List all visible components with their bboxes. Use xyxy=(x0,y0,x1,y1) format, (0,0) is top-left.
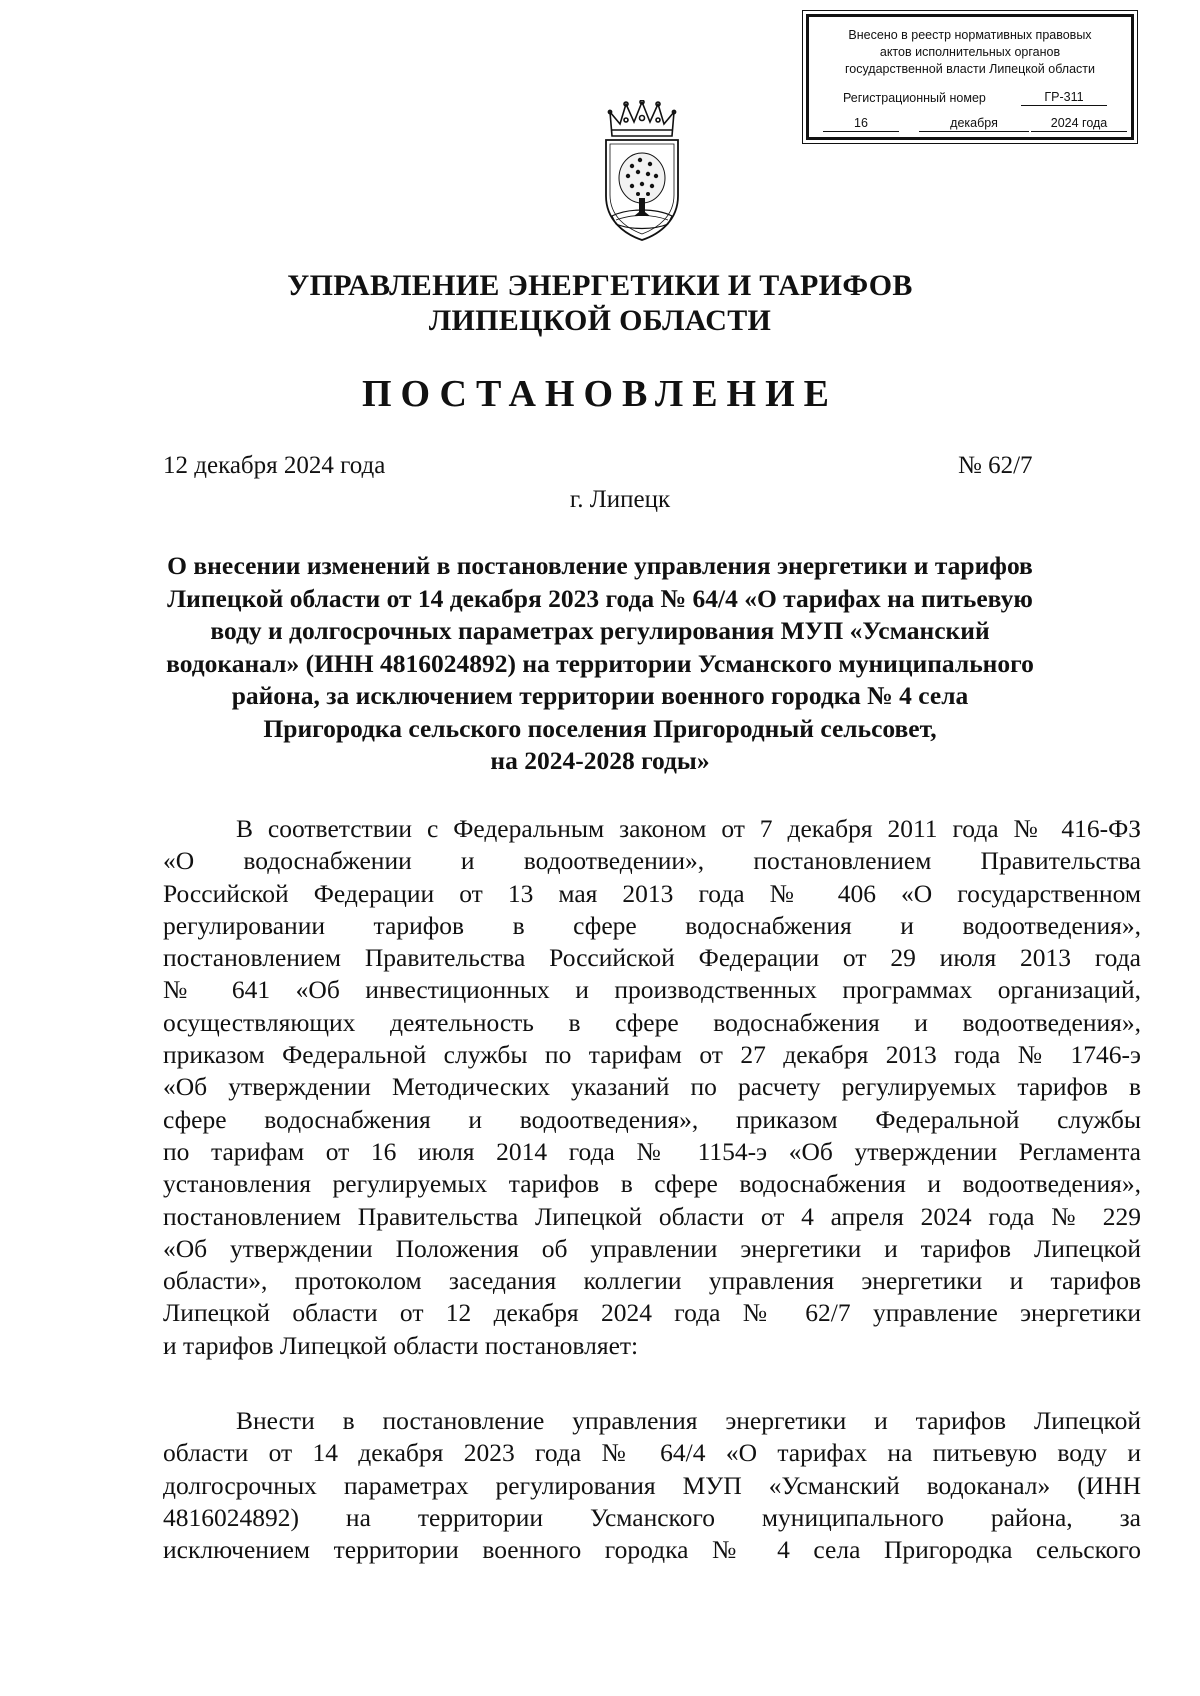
paragraph-line: постановлением Правительства Российской Федерации от 29 июля 2013 года xyxy=(163,943,1141,973)
paragraph-line: сфере водоснабжения и водоотведения», приказом Федеральной службы xyxy=(163,1104,1141,1134)
resolution-paragraph xyxy=(163,1405,1141,1566)
paragraph-line: «Об утверждении Положения об управлении энергетики и тарифов Липецкой xyxy=(163,1233,1141,1263)
paragraph-line: постановлением Правительства Липецкой области от 4 апреля 2024 года № 229 xyxy=(163,1201,1141,1231)
paragraph-line: области от 14 декабря 2023 года № 64/4 «О тарифах на питьевую воду и xyxy=(163,1438,1141,1468)
coat-of-arms-icon xyxy=(598,100,686,242)
paragraph-line: по тарифам от 16 июля 2014 года № 1154-э «Об утверждении Регламента xyxy=(163,1136,1141,1166)
paragraph-line: В соответствии с Федеральным законом от 7 декабря 2011 года № 416-ФЗ xyxy=(236,814,1141,843)
stamp-reg-label: Регистрационный номер xyxy=(843,91,986,105)
paragraph-line: № 641 «Об инвестиционных и производственных программах организаций, xyxy=(163,975,1141,1005)
document-number: № 62/7 xyxy=(958,452,1033,479)
document-title xyxy=(150,550,1050,778)
stamp-reg-number: ГР-311 xyxy=(1021,89,1107,106)
paragraph-line: исключением территории военного городка № 4 села Пригородка сельского xyxy=(163,1535,1141,1565)
paragraph-line: регулировании тарифов в сфере водоснабжения и водоотведения», xyxy=(163,910,1141,940)
stamp-registration-row xyxy=(809,89,1131,107)
stamp-day: 16 xyxy=(823,115,899,132)
paragraph-line: «О водоснабжении и водоотведении», постановлением Правительства xyxy=(163,846,1141,876)
stamp-year: 2024 года xyxy=(1031,115,1127,132)
stamp-month: декабря xyxy=(919,115,1029,132)
paragraph-line: долгосрочных параметрах регулирования МУП «Усманский водоканал» (ИНН xyxy=(163,1470,1141,1500)
title-line: Пригородка сельского поселения Пригородный сельсовет, xyxy=(263,713,937,743)
preamble-paragraph xyxy=(163,813,1141,1362)
paragraph-line: приказом Федеральной службы по тарифам от 27 декабря 2013 года № 1746-э xyxy=(163,1040,1141,1070)
stamp-line: актов исполнительных органов xyxy=(879,45,1061,59)
document-date: 12 декабря 2024 года xyxy=(163,452,386,479)
document-type: ПОСТАНОВЛЕНИЕ xyxy=(361,373,839,415)
title-line: водоканал» (ИНН 4816024892) на территории Усманского муниципального xyxy=(166,648,1034,678)
stamp-line: государственной власти Липецкой области xyxy=(844,62,1096,76)
paragraph-line: 4816024892) на территории Усманского муниципального района, за xyxy=(163,1502,1141,1532)
paragraph-line: и тарифов Липецкой области постановляет: xyxy=(163,1330,639,1360)
stamp-line: Внесено в реестр нормативных правовых xyxy=(848,28,1092,42)
registry-stamp xyxy=(806,14,1134,140)
paragraph-line: Внести в постановление управления энергетики и тарифов Липецкой xyxy=(236,1406,1141,1435)
title-line: О внесении изменений в постановление управления энергетики и тарифов xyxy=(167,551,1033,580)
title-line: района, за исключением территории военного городка № 4 села xyxy=(231,681,969,710)
title-line: на 2024-2028 годы» xyxy=(490,746,710,775)
organization-name-line-1: УПРАВЛЕНИЕ ЭНЕРГЕТИКИ И ТАРИФОВ xyxy=(287,269,913,302)
paragraph-line: «Об утверждении Методических указаний по расчету регулируемых тарифов в xyxy=(163,1072,1141,1102)
paragraph-line: Липецкой области от 12 декабря 2024 года № 62/7 управление энергетики xyxy=(163,1298,1141,1328)
paragraph-line: осуществляющих деятельность в сфере водоснабжения и водоотведения», xyxy=(163,1007,1141,1037)
title-line: воду и долгосрочных параметрах регулирования МУП «Усманский xyxy=(210,616,990,645)
paragraph-line: области», протоколом заседания коллегии управления энергетики и тарифов xyxy=(163,1266,1141,1296)
paragraph-line: установления регулируемых тарифов в сфере водоснабжения и водоотведения», xyxy=(163,1169,1141,1199)
document-city: г. Липецк xyxy=(569,486,671,513)
title-line: Липецкой области от 14 декабря 2023 года № 64/4 «О тарифах на питьевую xyxy=(167,583,1033,613)
organization-name-line-2: ЛИПЕЦКОЙ ОБЛАСТИ xyxy=(428,304,772,337)
stamp-date-row xyxy=(809,115,1131,133)
paragraph-line: Российской Федерации от 13 мая 2013 года № 406 «О государственном xyxy=(163,878,1141,908)
